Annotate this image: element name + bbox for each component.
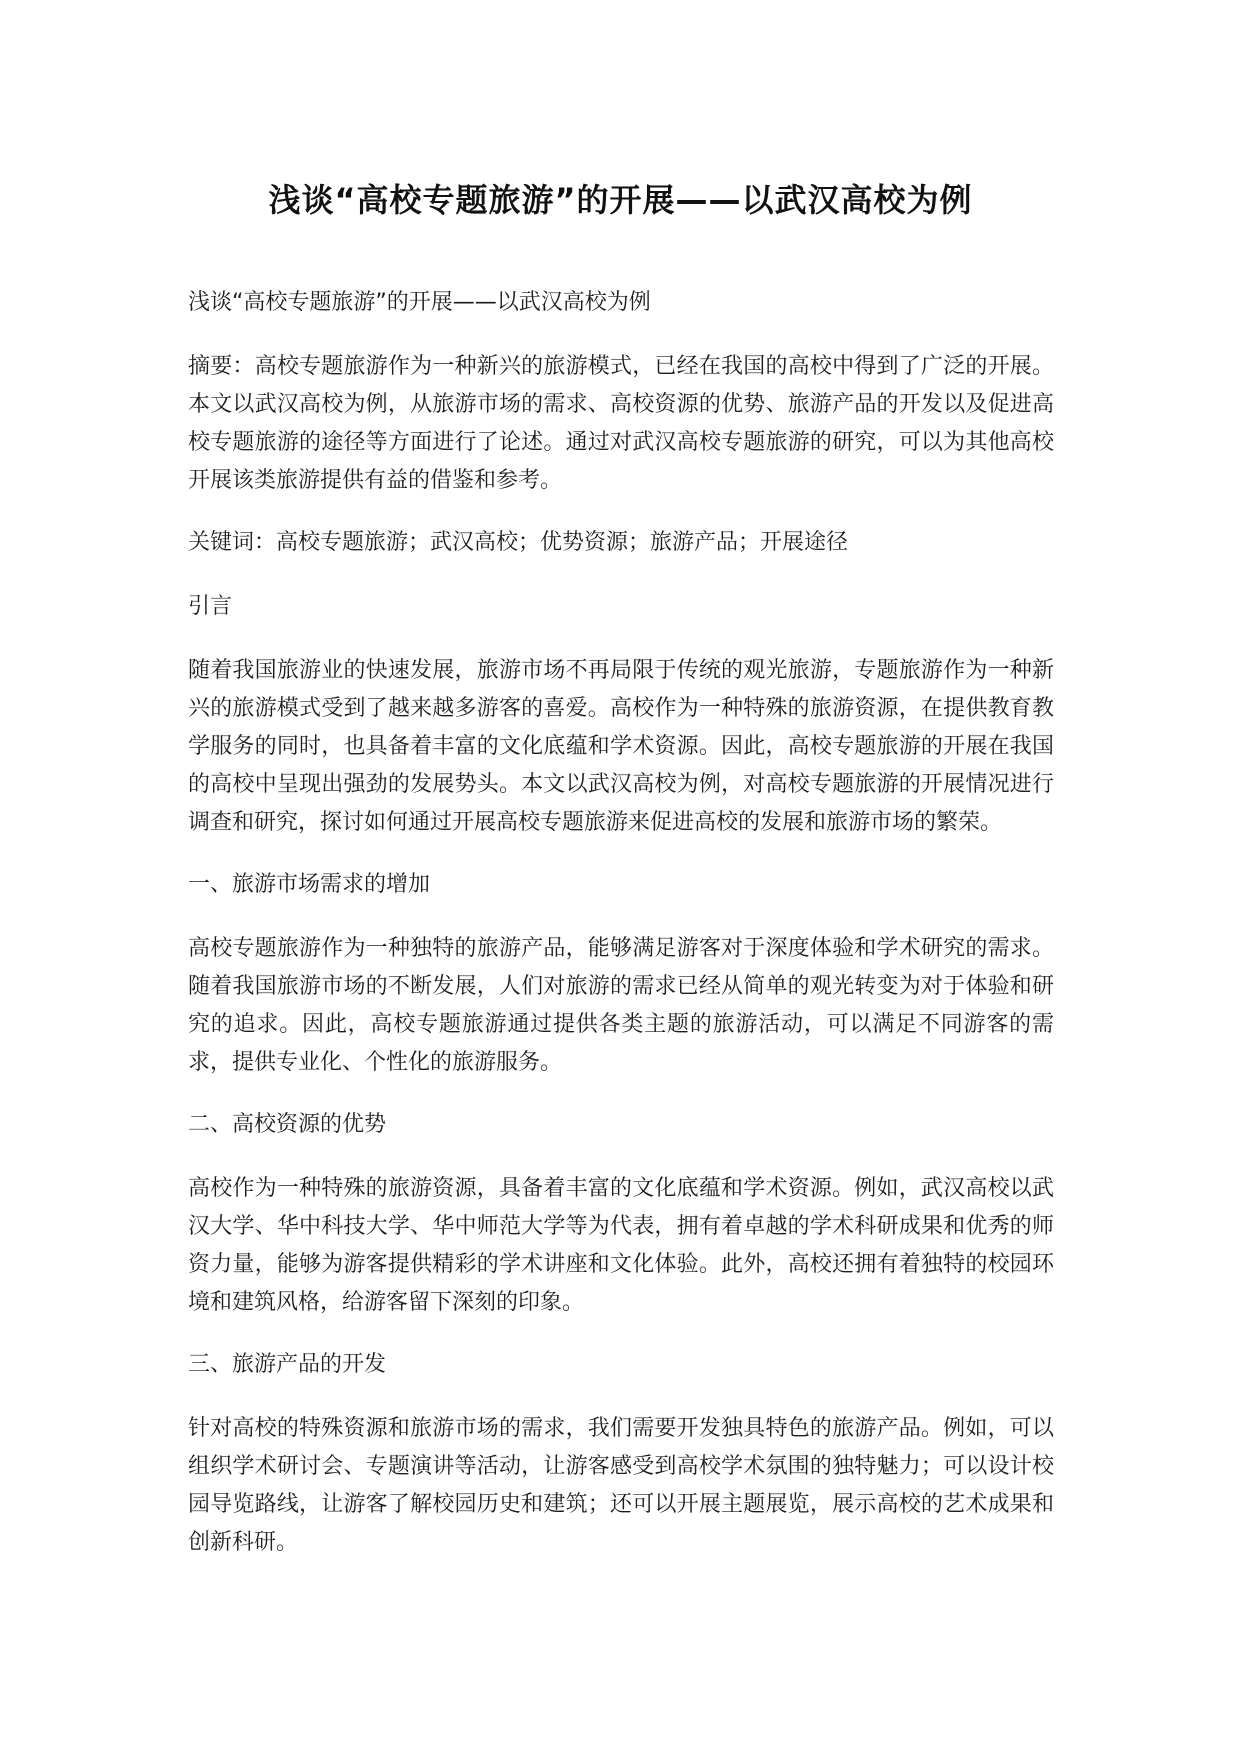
intro-heading: 引言 xyxy=(188,594,233,619)
keywords-line: 关键词：高校专题旅游；武汉高校；优势资源；旅游产品；开展途径 xyxy=(188,530,849,555)
section2-heading: 二、高校资源的优势 xyxy=(188,1112,387,1137)
section2-paragraph: 高校作为一种特殊的旅游资源，具备着丰富的文化底蕴和学术资源。例如，武汉高校以武汉大学、华中科技大学、华中师范大学等为代表，拥有着卓越的学术科研成果和优秀的师资力量，能够为游客提供精彩的学术讲座和文化体验。此外，高校还拥有着独特的校园环境和建筑风格，给游客留下深刻的印象。 xyxy=(188,1176,1054,1315)
document-subtitle: 浅谈“高校专题旅游”的开展——以武汉高校为例 xyxy=(188,290,651,315)
section3-heading: 三、旅游产品的开发 xyxy=(188,1352,387,1377)
document-body xyxy=(188,284,1054,1586)
intro-paragraph: 随着我国旅游业的快速发展，旅游市场不再局限于传统的观光旅游，专题旅游作为一种新兴的旅游模式受到了越来越多游客的喜爱。高校作为一种特殊的旅游资源，在提供教育教学服务的同时，也具备着丰富的文化底蕴和学术资源。因此，高校专题旅游的开展在我国的高校中呈现出强劲的发展势头。本文以武汉高校为例，对高校专题旅游的开展情况进行调查和研究，探讨如何通过开展高校专题旅游来促进高校的发展和旅游市场的繁荣。 xyxy=(188,658,1054,835)
document-title: 浅谈“高校专题旅游”的开展——以武汉高校为例 xyxy=(268,181,973,219)
section3-paragraph: 针对高校的特殊资源和旅游市场的需求，我们需要开发独具特色的旅游产品。例如，可以组织学术研讨会、专题演讲等活动，让游客感受到高校学术氛围的独特魅力；可以设计校园导览路线，让游客了解校园历史和建筑；还可以开展主题展览，展示高校的艺术成果和创新科研。 xyxy=(188,1416,1054,1555)
abstract-paragraph: 摘要：高校专题旅游作为一种新兴的旅游模式，已经在我国的高校中得到了广泛的开展。本文以武汉高校为例，从旅游市场的需求、高校资源的优势、旅游产品的开发以及促进高校专题旅游的途径等方面进行了论述。通过对武汉高校专题旅游的研究，可以为其他高校开展该类旅游提供有益的借鉴和参考。 xyxy=(188,354,1054,493)
section1-paragraph: 高校专题旅游作为一种独特的旅游产品，能够满足游客对于深度体验和学术研究的需求。随着我国旅游市场的不断发展，人们对旅游的需求已经从简单的观光转变为对于体验和研究的追求。因此，高校专题旅游通过提供各类主题的旅游活动，可以满足不同游客的需求，提供专业化、个性化的旅游服务。 xyxy=(188,936,1054,1075)
section1-heading: 一、旅游市场需求的增加 xyxy=(188,872,431,897)
